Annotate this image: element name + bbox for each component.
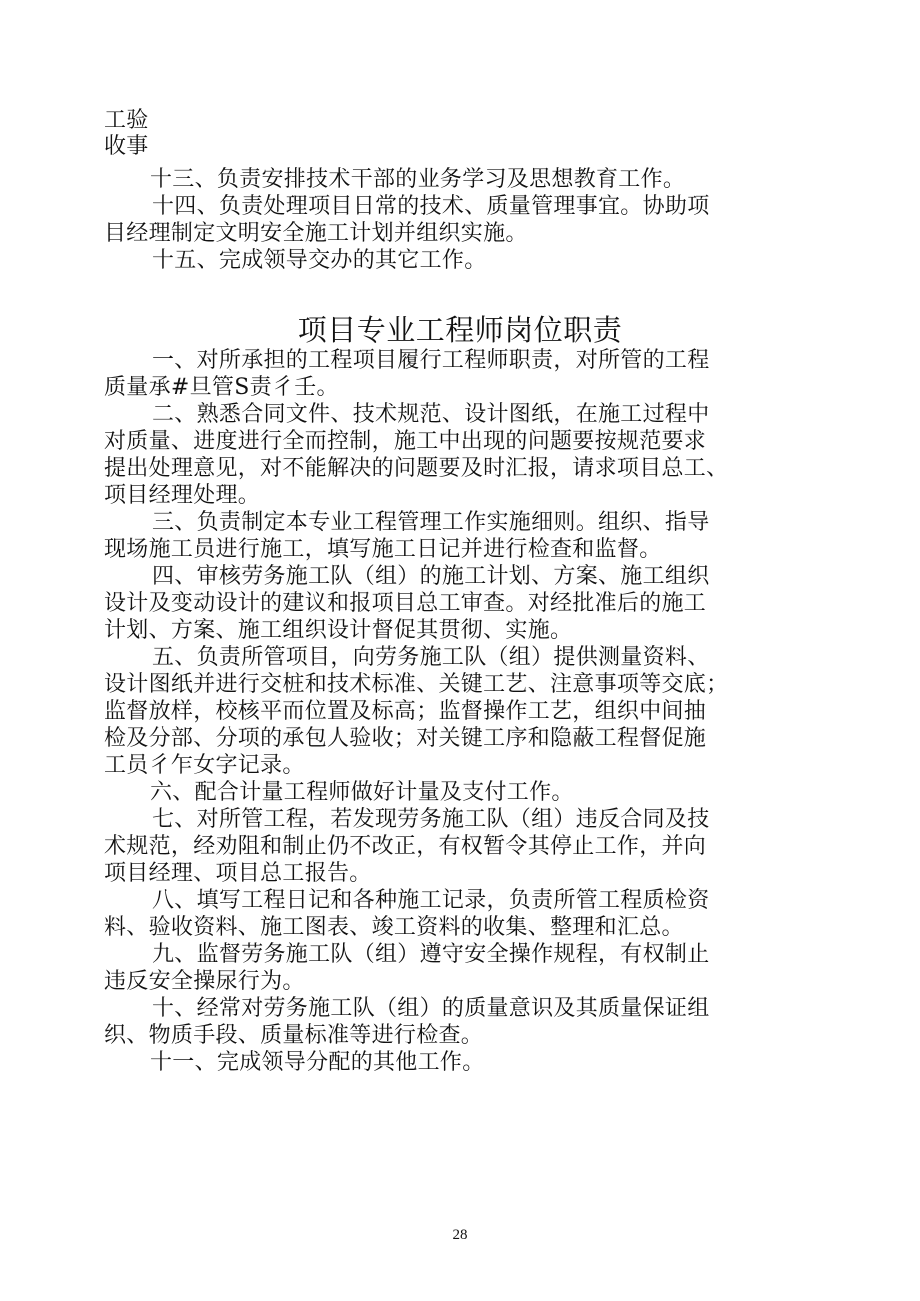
paragraph-line: 项目经理处理。	[104, 483, 261, 508]
paragraph-line: 违反安全操尿行为。	[104, 969, 305, 994]
paragraph-line: 四、审核劳务施工队（组）的施工计划、方案、施工组织	[152, 564, 710, 589]
paragraph-line: 七、对所管工程，若发现劳务施工队（组）违反合同及技	[152, 807, 710, 832]
paragraph-line: 十三、负责安排技术干部的业务学习及思想教育工作。	[150, 167, 686, 192]
paragraph-line: 一、对所承担的工程项目履行工程师职责，对所管的工程	[152, 348, 710, 373]
paragraph-line: 现场施工员进行施工，填写施工日记并进行检查和监督。	[104, 537, 662, 562]
paragraph-10	[104, 995, 728, 1049]
paragraph-14	[104, 193, 710, 247]
paragraph-2	[104, 401, 728, 509]
paragraph-line: 设计及变动设计的建议和报项目总工审查。对经批准后的施工	[104, 591, 707, 616]
paragraph-line: 二、熟悉合同文件、技术规范、设计图纸，在施工过程中	[152, 402, 710, 427]
document-page	[104, 108, 764, 1075]
paragraph-6	[104, 779, 728, 806]
paragraph-line: 设计图纸并进行交桩和技术标准、关键工艺、注意事项等交底；	[104, 672, 729, 697]
section-title: 项目专业工程师岗位职责	[297, 313, 623, 347]
paragraph-line: 十一、完成领导分配的其他工作。	[150, 1050, 485, 1075]
duties-section	[104, 347, 728, 1076]
paragraph-line: 监督放样，校核平而位置及标高；监督操作工艺，组织中间抽	[104, 699, 707, 724]
paragraph-line: 五、负责所管项目，向劳务施工队（组）提供测量资料、	[152, 645, 710, 670]
paragraph-line: 三、负责制定本专业工程管理工作实施细则。组织、指导	[152, 510, 710, 535]
paragraph-line: 十四、负责处理项目日常的技术、质量管理事宜。协助项	[152, 194, 710, 219]
paragraph-4	[104, 563, 728, 644]
paragraph-line: 提出处理意见，对不能解决的问题要及时汇报，请求项目总工、	[104, 456, 729, 481]
text-fragment	[104, 108, 764, 160]
paragraph-13	[104, 166, 710, 193]
paragraph-9	[104, 941, 728, 995]
paragraph-line: 九、监督劳务施工队（组）遵守安全操作规程，有权制止	[152, 942, 710, 967]
paragraph-1	[104, 347, 728, 401]
paragraph-line: 织、物质手段、质量标准等进行检查。	[104, 1023, 484, 1048]
paragraph-3	[104, 509, 728, 563]
top-section	[104, 166, 710, 274]
paragraph-line: 计划、方案、施工组织设计督促其贯彻、实施。	[104, 618, 573, 643]
paragraph-line: 六、配合计量工程师做好计量及支付工作。	[150, 780, 574, 805]
paragraph-line: 对质量、进度进行全而控制，施工中出现的问题要按规范要求	[104, 429, 707, 454]
fragment-line: 工验	[104, 108, 149, 133]
paragraph-11	[104, 1049, 728, 1076]
paragraph-line: 十、经常对劳务施工队（组）的质量意识及其质量保证组	[152, 996, 710, 1021]
paragraph-line: 质量承#旦管S责彳壬。	[104, 375, 339, 400]
paragraph-15	[104, 247, 710, 274]
paragraph-line: 工员彳乍女字记录。	[104, 753, 305, 778]
paragraph-line: 十五、完成领导交办的其它工作。	[152, 248, 487, 273]
paragraph-8	[104, 887, 728, 941]
paragraph-5	[104, 644, 728, 779]
paragraph-line: 术规范，经劝阻和制止仍不改正，有权暂令其停止工作，并向	[104, 834, 707, 859]
paragraph-line: 项目经理、项目总工报告。	[104, 861, 372, 886]
page-number: 28	[452, 1227, 468, 1243]
paragraph-line: 八、填写工程日记和各种施工记录，负责所管工程质检资	[152, 888, 710, 913]
paragraph-7	[104, 806, 728, 887]
paragraph-line: 料、验收资料、施工图表、竣工资料的收集、整理和汇总。	[104, 915, 684, 940]
paragraph-line: 目经理制定文明安全施工计划并组织实施。	[104, 221, 528, 246]
fragment-line: 收事	[104, 134, 149, 159]
paragraph-line: 检及分部、分项的承包人验收；对关键工序和隐蔽工程督促施	[104, 726, 707, 751]
